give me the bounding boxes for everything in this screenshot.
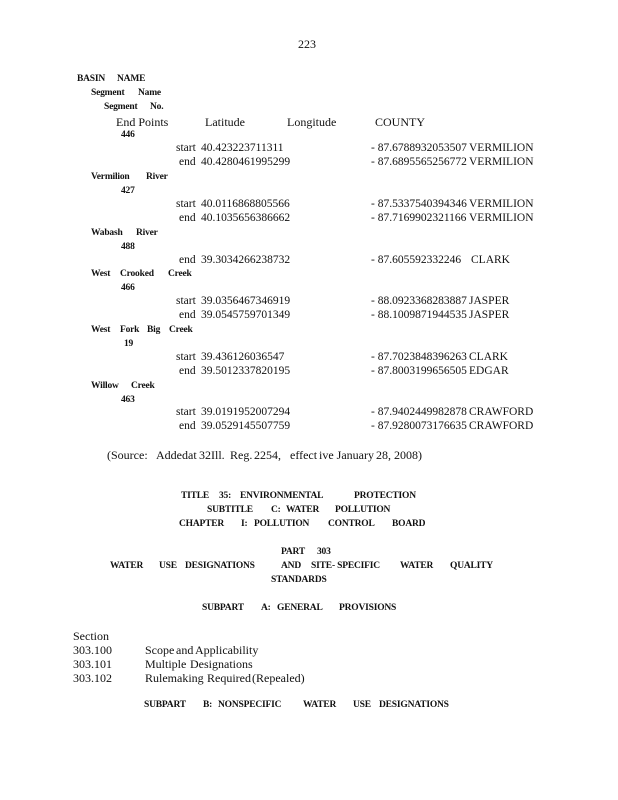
subpart-word: A: — [261, 603, 271, 613]
section-title-word: Required — [207, 671, 251, 685]
source-word: effect — [290, 448, 318, 462]
county-value: JASPER — [469, 295, 510, 307]
longitude-value: - 87.7023848396263 — [371, 351, 467, 363]
header-name: NAME — [117, 74, 146, 84]
source-word: 28, — [376, 448, 391, 462]
latitude-value: 39.0529145507759 — [201, 420, 291, 432]
header-no: No. — [150, 102, 164, 112]
segment-name-word: Crooked — [120, 269, 154, 279]
county-value: VERMILION — [469, 212, 534, 224]
table-row — [0, 352, 618, 365]
endpoint-label: start — [176, 406, 196, 418]
latitude-value: 39.0545759701349 — [201, 309, 291, 321]
latitude-value: 39.3034266238732 — [201, 254, 291, 266]
segment-number: 466 — [121, 283, 135, 293]
segment-name-word: Big — [147, 325, 161, 335]
latitude-value: 39.0356467346919 — [201, 295, 291, 307]
longitude-value: - 87.5337540394346 — [371, 198, 467, 210]
endpoint-label: end — [179, 254, 196, 266]
county-value: CLARK — [471, 254, 510, 266]
county-value: CRAWFORD — [469, 406, 534, 418]
section-title-word: Rulemaking — [145, 671, 204, 685]
longitude-value: - 87.9402449982878 — [371, 406, 467, 418]
longitude-value: - 87.6895565256772 — [371, 156, 467, 168]
header-basin: BASIN — [77, 74, 106, 84]
segment-name-word: River — [136, 228, 158, 238]
part-title-standards: STANDARDS — [271, 575, 327, 585]
segment-name-word: Willow — [91, 381, 119, 391]
longitude-value: - 87.8003199656505 — [371, 365, 467, 377]
section-number: 303.101 — [73, 657, 112, 671]
segment-name-word: Creek — [168, 269, 192, 279]
endpoint-label: start — [176, 142, 196, 154]
county-value: EDGAR — [469, 365, 509, 377]
subpart-word: SUBPART — [202, 603, 244, 613]
longitude-value: - 88.0923368283887 — [371, 295, 467, 307]
latitude-value: 40.423223711311 — [201, 142, 284, 154]
table-row — [0, 199, 618, 212]
county-value: VERMILION — [469, 156, 534, 168]
segment-number: 488 — [121, 242, 135, 252]
chapter-word: POLLUTION — [254, 519, 310, 529]
header-latitude: Latitude — [205, 115, 245, 129]
latitude-value: 39.0191952007294 — [201, 406, 291, 418]
title-word: TITLE — [181, 491, 210, 501]
latitude-value: 40.0116868805566 — [201, 198, 290, 210]
table-row — [0, 310, 618, 323]
subpart-word: PROVISIONS — [339, 603, 397, 613]
subtitle-word: SUBTITLE — [207, 505, 253, 515]
subpart-word: USE — [353, 700, 371, 710]
subpart-word: GENERAL — [277, 603, 323, 613]
subtitle-word: C: — [271, 505, 281, 515]
segment-name-word: River — [146, 172, 168, 182]
longitude-value: - 87.605592332246 — [371, 254, 462, 266]
endpoint-label: start — [176, 198, 196, 210]
longitude-value: - 87.9280073176635 — [371, 420, 467, 432]
table-row — [0, 407, 618, 420]
header-segment: Segment — [91, 88, 125, 98]
header-end-points: End Points — [116, 115, 169, 129]
endpoint-label: end — [179, 420, 196, 432]
county-value: VERMILION — [469, 198, 534, 210]
chapter-word: CONTROL — [328, 519, 375, 529]
table-row — [0, 296, 618, 309]
title-word: ENVIRONMENTAL — [240, 491, 324, 501]
subpart-word: WATER — [303, 700, 337, 710]
segment-name-word: West — [91, 269, 111, 279]
source-word: ive January — [319, 448, 374, 462]
source-word: 32Ill. — [199, 448, 225, 462]
endpoint-label: end — [179, 212, 196, 224]
part-title-word: QUALITY — [450, 561, 493, 571]
table-row — [0, 366, 618, 379]
header-name-2: Name — [138, 88, 161, 98]
subpart-word: B: — [203, 700, 213, 710]
segment-name-word: Fork — [120, 325, 140, 335]
source-word: Addedat — [156, 448, 197, 462]
header-segment-2: Segment — [104, 102, 138, 112]
segment-name-word: Wabash — [91, 228, 123, 238]
part-title-word: WATER — [400, 561, 434, 571]
segment-name-word: Creek — [131, 381, 155, 391]
segment-number: 19 — [124, 339, 134, 349]
endpoint-label: end — [179, 156, 196, 168]
table-row — [0, 143, 618, 156]
table-row — [0, 421, 618, 434]
section-title-word: Multiple — [145, 657, 187, 671]
subpart-word: NONSPECIFIC — [218, 700, 282, 710]
subpart-word: DESIGNATIONS — [379, 700, 449, 710]
endpoint-label: end — [179, 365, 196, 377]
latitude-value: 39.436126036547 — [201, 351, 285, 363]
section-number: 303.102 — [73, 671, 112, 685]
chapter-word: BOARD — [392, 519, 426, 529]
source-word: 2254, — [254, 448, 281, 462]
table-row — [0, 213, 618, 226]
segment-name-word: West — [91, 325, 111, 335]
source-word: 2008) — [394, 448, 422, 462]
latitude-value: 40.1035656386662 — [201, 212, 291, 224]
segment-name-word: Creek — [169, 325, 193, 335]
part-title-word: SITE — [311, 561, 332, 571]
part-title-word: USE — [159, 561, 177, 571]
page-number: 223 — [298, 37, 316, 51]
part-title-word: AND — [281, 561, 301, 571]
subtitle-word: POLLUTION — [335, 505, 391, 515]
section-title-word: and — [176, 643, 194, 657]
section-title-word: Designations — [190, 657, 253, 671]
section-heading: Section — [73, 629, 109, 643]
segment-number: 463 — [121, 395, 135, 405]
section-title-word: (Repealed) — [252, 671, 305, 685]
endpoint-label: end — [179, 309, 196, 321]
part-title-word: DESIGNATIONS — [185, 561, 255, 571]
chapter-word: I: — [241, 519, 248, 529]
county-value: JASPER — [469, 309, 510, 321]
chapter-word: CHAPTER — [179, 519, 225, 529]
segment-name-word: Vermilion — [91, 172, 130, 182]
segment-number: 427 — [121, 186, 135, 196]
subtitle-word: WATER — [286, 505, 320, 515]
title-word: PROTECTION — [354, 491, 416, 501]
segment-number: 446 — [121, 130, 135, 140]
county-value: VERMILION — [469, 142, 534, 154]
latitude-value: 39.5012337820195 — [201, 365, 291, 377]
county-value: CRAWFORD — [469, 420, 534, 432]
endpoint-label: start — [176, 351, 196, 363]
section-number: 303.100 — [73, 643, 112, 657]
header-county: COUNTY — [375, 115, 425, 129]
longitude-value: - 87.6788932053507 — [371, 142, 467, 154]
section-title-word: Applicability — [195, 643, 259, 657]
part-title-word: - SPECIFIC — [332, 561, 380, 571]
table-row — [0, 255, 618, 268]
county-value: CLARK — [469, 351, 508, 363]
part-word: 303 — [317, 547, 331, 557]
section-title-word: Scope — [145, 643, 175, 657]
part-word: PART — [281, 547, 306, 557]
source-word: (Source: — [107, 448, 148, 462]
table-row — [0, 157, 618, 170]
title-word: 35: — [219, 491, 232, 501]
endpoint-label: start — [176, 295, 196, 307]
source-word: Reg. — [230, 448, 253, 462]
longitude-value: - 88.1009871944535 — [371, 309, 467, 321]
subpart-word: SUBPART — [144, 700, 186, 710]
latitude-value: 40.4280461995299 — [201, 156, 291, 168]
longitude-value: - 87.7169902321166 — [371, 212, 467, 224]
header-longitude: Longitude — [287, 115, 337, 129]
part-title-word: WATER — [110, 561, 144, 571]
